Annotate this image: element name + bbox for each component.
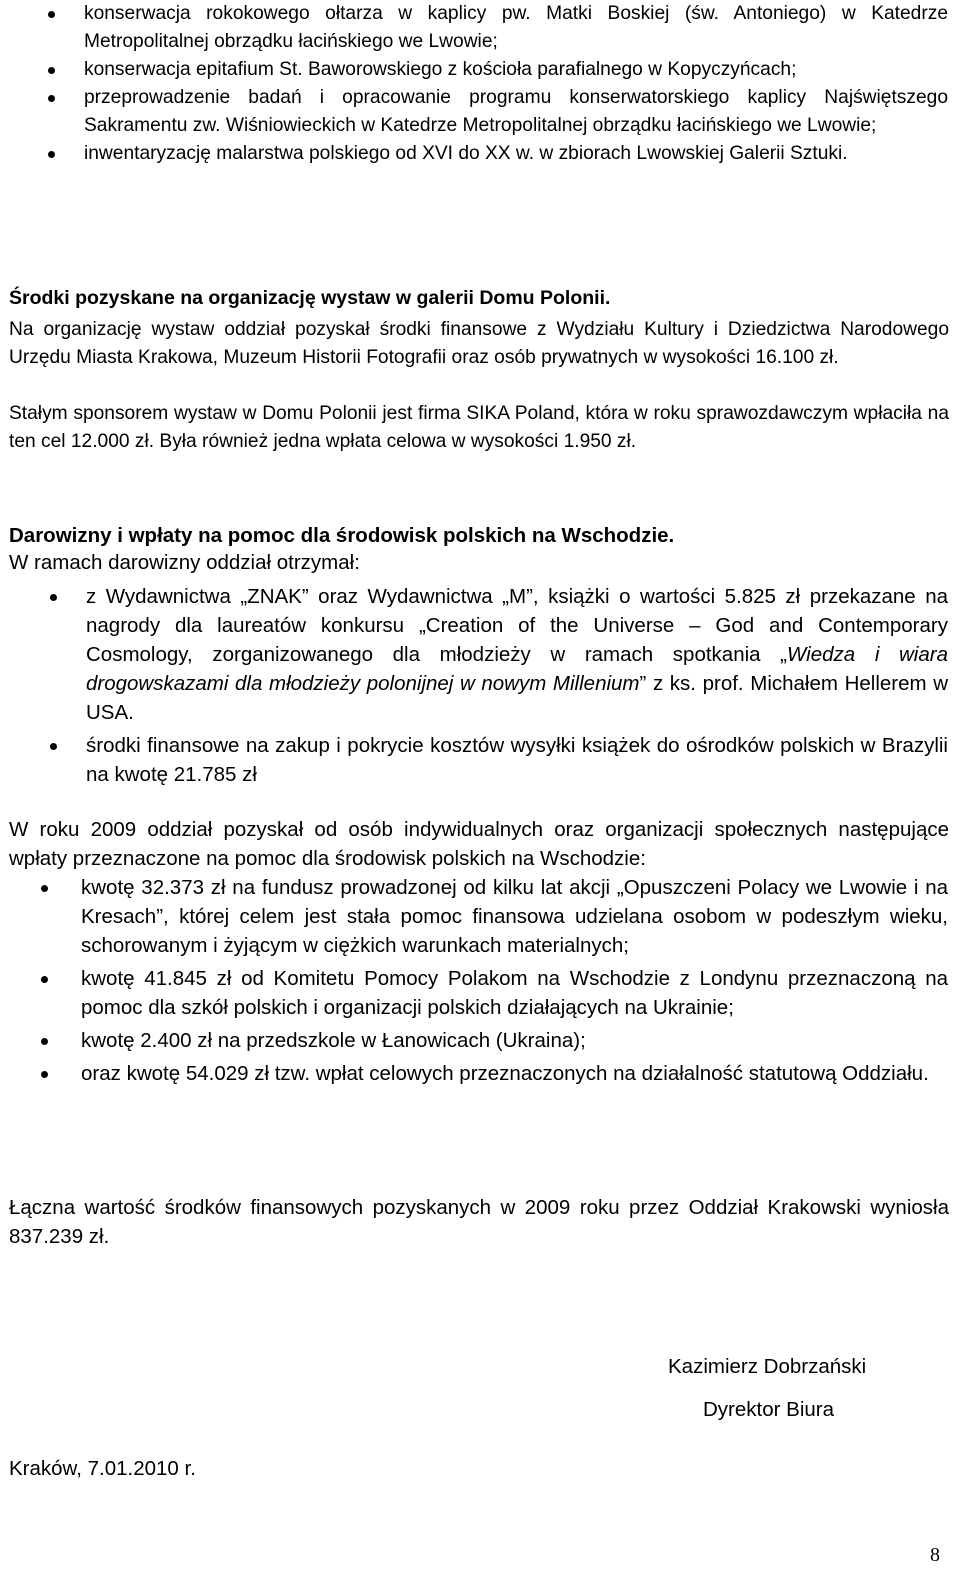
list-item-text: inwentaryzację malarstwa polskiego od XVI do XX w. w zbiorach Lwowskiej Galerii Sztuki. [84, 143, 848, 164]
section-2009-intro: W roku 2009 oddział pozyskał od osób indywidualnych oraz organizacji społecznych następujące wpłaty przeznaczone na pomoc dla środowisk polskich na Wschodzie: [9, 818, 949, 870]
list-item-text: kwotę 2.400 zł na przedszkole w Łanowicach (Ukraina); [81, 1029, 586, 1052]
page-number: 8 [930, 1544, 940, 1566]
list-item-text: z Wydawnictwa „ZNAK” oraz Wydawnictwa „M”, książki o wartości 5.825 zł przekazane na nagrody dla laureatów konkursu „Creation of the Universe – God and Contemporary Cosmology, zorganizowanego dla młodzieży w ramach spotkania „ [86, 585, 948, 666]
exhibitions-paragraph-1: Na organizację wystaw oddział pozyskał środki finansowe z Wydziału Kultury i Dziedzictwa Narodowego Urzędu Miasta Krakowa, Muzeum Historii Fotografii oraz osób prywatnych w wysokości 16.100 zł. [9, 319, 949, 368]
list-item-text: ” z ks. prof. Michałem Hellerem w USA. [86, 672, 948, 724]
intro-list [48, 0, 948, 168]
list-item-text: przeprowadzenie badań i opracowanie programu konserwatorskiego kaplicy Najświętszego Sakramentu zw. Wiśniowieckich w Katedrze Metropolitalnej obrządku łacińskiego we Lwowie; [84, 87, 948, 136]
list-item [48, 140, 948, 168]
list-item [41, 1026, 948, 1055]
list-item-text: środki finansowe na zakup i pokrycie kosztów wysyłki książek do ośrodków polskich w Brazylii na kwotę 21.785 zł [86, 734, 948, 786]
list-item [48, 56, 948, 84]
donations-list [50, 582, 948, 793]
list-item [50, 731, 948, 789]
exhibitions-paragraph-2: Stałym sponsorem wystaw w Domu Polonii jest firma SIKA Poland, która w roku sprawozdawczym wpłaciła na ten cel 12.000 zł. Była również jedna wpłata celowa w wysokości 1.950 zł. [9, 403, 949, 452]
list-item [48, 84, 948, 140]
exhibitions-heading: Środki pozyskane na organizację wystaw w galerii Domu Polonii. [9, 287, 611, 309]
donations-heading: Darowizny i wpłaty na pomoc dla środowisk polskich na Wschodzie. [9, 524, 675, 547]
signature-title: Dyrektor Biura [703, 1398, 835, 1421]
list-item-text: konserwacja epitafium St. Baworowskiego z kościoła parafialnego w Kopyczyńcach; [84, 59, 797, 80]
place-date: Kraków, 7.01.2010 r. [9, 1457, 196, 1480]
list-item [48, 0, 948, 56]
list-item [41, 964, 948, 1022]
list-item-text: kwotę 32.373 zł na fundusz prowadzonej od kilku lat akcji „Opuszczeni Polacy we Lwowie i na Kresach”, której celem jest stała pomoc finansowa udzielana osobom w podeszłym wieku, schorowanym i żyjącym w ciężkich warunkach materialnych; [81, 876, 948, 957]
summary-paragraph: Łączna wartość środków finansowych pozyskanych w 2009 roku przez Oddział Krakowski wyniosła 837.239 zł. [9, 1196, 949, 1248]
signature-name: Kazimierz Dobrzański [668, 1355, 867, 1378]
list-item [41, 873, 948, 960]
list-item [41, 1059, 948, 1088]
list-item-text: konserwacja rokokowego ołtarza w kaplicy pw. Matki Boskiej (św. Antoniego) w Katedrze Metropolitalnej obrządku łacińskiego we Lwowie; [84, 3, 948, 52]
section-2009-list [41, 873, 948, 1092]
list-item [50, 582, 948, 727]
list-item-text: kwotę 41.845 zł od Komitetu Pomocy Polakom na Wschodzie z Londynu przeznaczoną na pomoc dla szkół polskich i organizacji polskich działających na Ukrainie; [81, 967, 948, 1019]
list-item-italic-text: Wiedza i wiara drogowskazami dla młodzieży polonijnej w nowym Millenium [86, 643, 948, 695]
list-item-text: oraz kwotę 54.029 zł tzw. wpłat celowych przeznaczonych na działalność statutową Oddziału. [81, 1062, 929, 1085]
donations-intro: W ramach darowizny oddział otrzymał: [9, 551, 360, 574]
